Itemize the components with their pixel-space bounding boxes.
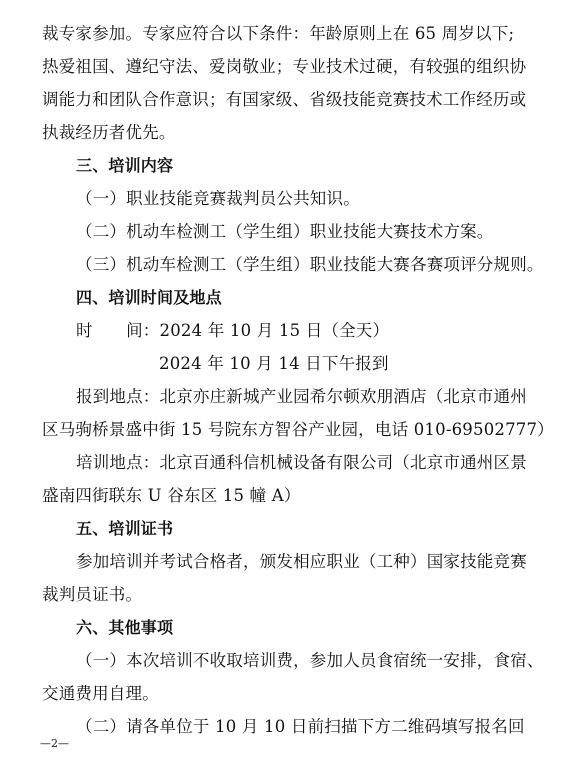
list-item: （一）本次培训不收取培训费，参加人员食宿统一安排，食宿、 bbox=[76, 651, 544, 670]
list-item: （二）请各单位于 10 月 10 日前扫描下方二维码填写报名回 bbox=[76, 717, 525, 736]
time-value-checkin: 2024 年 10 月 14 日下午报到 bbox=[159, 354, 389, 373]
venue-location-line: 盛南四街联东 U 谷东区 15 幢 A） bbox=[42, 486, 301, 505]
list-item: （二）机动车检测工（学生组）职业技能大赛技术方案。 bbox=[76, 222, 494, 241]
page-number: —2— bbox=[40, 737, 69, 750]
paragraph-line: 热爱祖国、遵纪守法、爱岗敬业；专业技术过硬，有较强的组织协 bbox=[42, 57, 527, 76]
paragraph-line: 参加培训并考试合格者，颁发相应职业（工种）国家技能竞赛 bbox=[76, 552, 527, 571]
list-item: （一）职业技能竞赛裁判员公共知识。 bbox=[76, 189, 360, 208]
time-row bbox=[76, 321, 556, 341]
section-heading-other: 六、其他事项 bbox=[76, 618, 174, 637]
paragraph-line: 裁判员证书。 bbox=[42, 585, 143, 604]
time-value: 2024 年 10 月 15 日（全天） bbox=[159, 321, 390, 340]
section-heading-certificate: 五、培训证书 bbox=[76, 519, 174, 538]
paragraph-line: 裁专家参加。专家应符合以下条件：年龄原则上在 65 周岁以下; bbox=[42, 24, 515, 43]
venue-location-line: 培训地点：北京百通科信机械设备有限公司（北京市通州区景 bbox=[76, 453, 527, 472]
section-heading-time-location: 四、培训时间及地点 bbox=[76, 288, 222, 307]
time-label: 时 间： bbox=[76, 321, 160, 340]
paragraph-line: 执裁经历者优先。 bbox=[42, 123, 176, 142]
list-item: （三）机动车检测工（学生组）职业技能大赛各赛项评分规则。 bbox=[76, 255, 544, 274]
checkin-location-line: 报到地点：北京亦庄新城产业园希尔顿欢朋酒店（北京市通州 bbox=[76, 387, 527, 406]
section-heading-training-content: 三、培训内容 bbox=[76, 156, 174, 175]
checkin-location-line: 区马驹桥景盛中街 15 号院东方智谷产业园，电话 010-69502777） bbox=[42, 420, 554, 439]
list-item-continued: 交通费用自理。 bbox=[42, 684, 159, 703]
paragraph-line: 调能力和团队合作意识；有国家级、省级技能竞赛技术工作经历或 bbox=[42, 90, 527, 109]
